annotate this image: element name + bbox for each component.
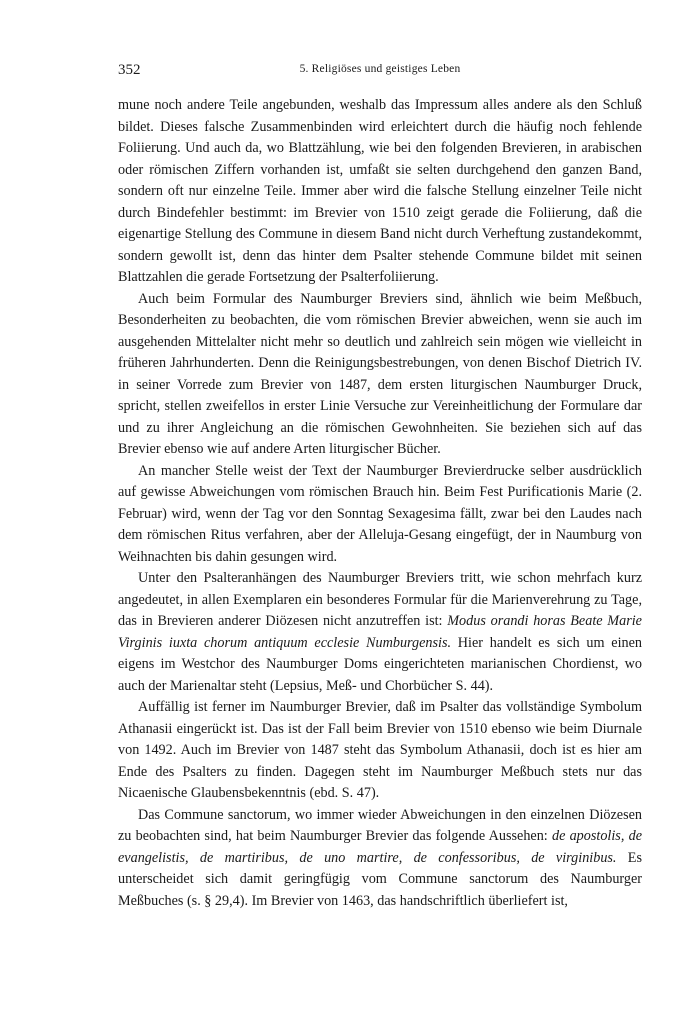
running-head: 5. Religiöses und geistiges Leben <box>299 63 461 75</box>
paragraph-2: Auch beim Formular des Naumburger Breviers sind, ähnlich wie beim Meßbuch, Besonderheiten zu beobachten, die vom römischen Brevier abweichen, wenn sie auch im ausgehenden Mittelalter nicht mehr so deutlich und zahlreich sein mögen wie vielleicht in früheren Jahrhunderten. Denn die Reinigungsbestrebungen, von denen Bischof Dietrich IV. in seiner Vorrede zum Brevier von 1487, dem ersten liturgischen Naumburger Druck, spricht, stellen zweifellos in erster Linie Versuche zur Vereinheitlichung der Formulare dar und zu ihrer Angleichung an die römischen Gewohnheiten. Sie beziehen sich auf das Brevier ebenso wie auf andere Arten liturgischer Bücher. <box>118 290 642 457</box>
paragraph-6-latin-list: de apostolis, de evangelistis, de martiribus, de uno martire, de confessoribus, de virginibus. <box>118 828 642 866</box>
paragraph-6-text-before: Das Commune sanctorum, wo immer wieder Abweichungen in den einzelnen Diözesen zu beobachten sind, hat beim Naumburger Brevier das folgende Aussehen: <box>118 806 642 844</box>
paragraph-6-text-after: Es unterscheidet sich damit geringfügig vom Commune sanctorum des Naumburger Meßbuches (s. § 29,4). Im Brevier von 1463, das handschriftlich überliefert ist, <box>118 849 642 909</box>
paragraph-3: An mancher Stelle weist der Text der Naumburger Brevierdrucke selber ausdrücklich auf gewisse Abweichungen vom römischen Brauch hin. Beim Fest Purificationis Marie (2. Februar) wird, wenn der Tag vor den Sonntag Sexagesima fällt, zwar bei den Laudes nach dem römischen Ritus verfahren, aber der Alleluja-Gesang eingefügt, der in Naumburg von Weihnachten bis dahin gesungen wird. <box>118 462 642 565</box>
page-header <box>118 62 642 82</box>
paragraph-4-latin-title: Modus orandi horas Beate Marie Virginis iuxta chorum antiquum ecclesie Numburgensis. <box>118 613 642 651</box>
paragraph-6 <box>118 805 642 913</box>
paragraph-4-text-before: Unter den Psalteranhängen des Naumburger Breviers tritt, wie schon mehrfach kurz angedeutet, in allen Exemplaren ein besonderes Formular für die Marienverehrung zu Tage, das in Brevieren anderer Diözesen nicht anzutreffen ist: <box>118 570 642 629</box>
paragraph-5: Auffällig ist ferner im Naumburger Brevier, daß im Psalter das vollständige Symbolum Athanasii eingerückt ist. Das ist der Fall beim Brevier von 1510 ebenso wie beim Diurnale von 1492. Auch im Brevier von 1487 steht das Symbolum Athanasii, doch ist es hier am Ende des Psalters zu finden. Dagegen steht im Naumburger Meßbuch stets nur das Nicaenische Glaubensbekenntnis (ebd. S. 47). <box>118 699 642 801</box>
paragraph-4-text-after: Hier handelt es sich um einen eigens im Westchor des Naumburger Doms eingerichteten marianischen Chordienst, wo auch der Marienaltar steht (Lepsius, Meß- und Chorbücher S. 44). <box>118 634 643 694</box>
paragraph-4 <box>118 568 642 697</box>
page-number: 352 <box>118 62 141 78</box>
body-text <box>118 95 642 912</box>
paragraph-1: mune noch andere Teile angebunden, weshalb das Impressum alles andere als den Schluß bildet. Dieses falsche Zusammenbinden wird erleichtert durch die häufig noch fehlende Foliierung. Und auch da, wo Blattzählung, wie bei den folgenden Brevieren, in arabischen oder römischen Ziffern vorhanden ist, umfaßt sie selten durchgehend den ganzen Band, sondern oft nur einzelne Teile. Immer aber wird die falsche Stellung einzelner Teile nicht durch Bindefehler bestimmt: im Brevier von 1510 zeigt gerade die Foliierung, daß die eigenartige Stellung des Commune in diesem Band nicht durch Verheftung zustandekommt, sondern gewollt ist, denn das hinter dem Psalter stehende Commune bildet mit seinen Blattzahlen die gerade Fortsetzung der Psalterfoliierung. <box>118 97 642 285</box>
